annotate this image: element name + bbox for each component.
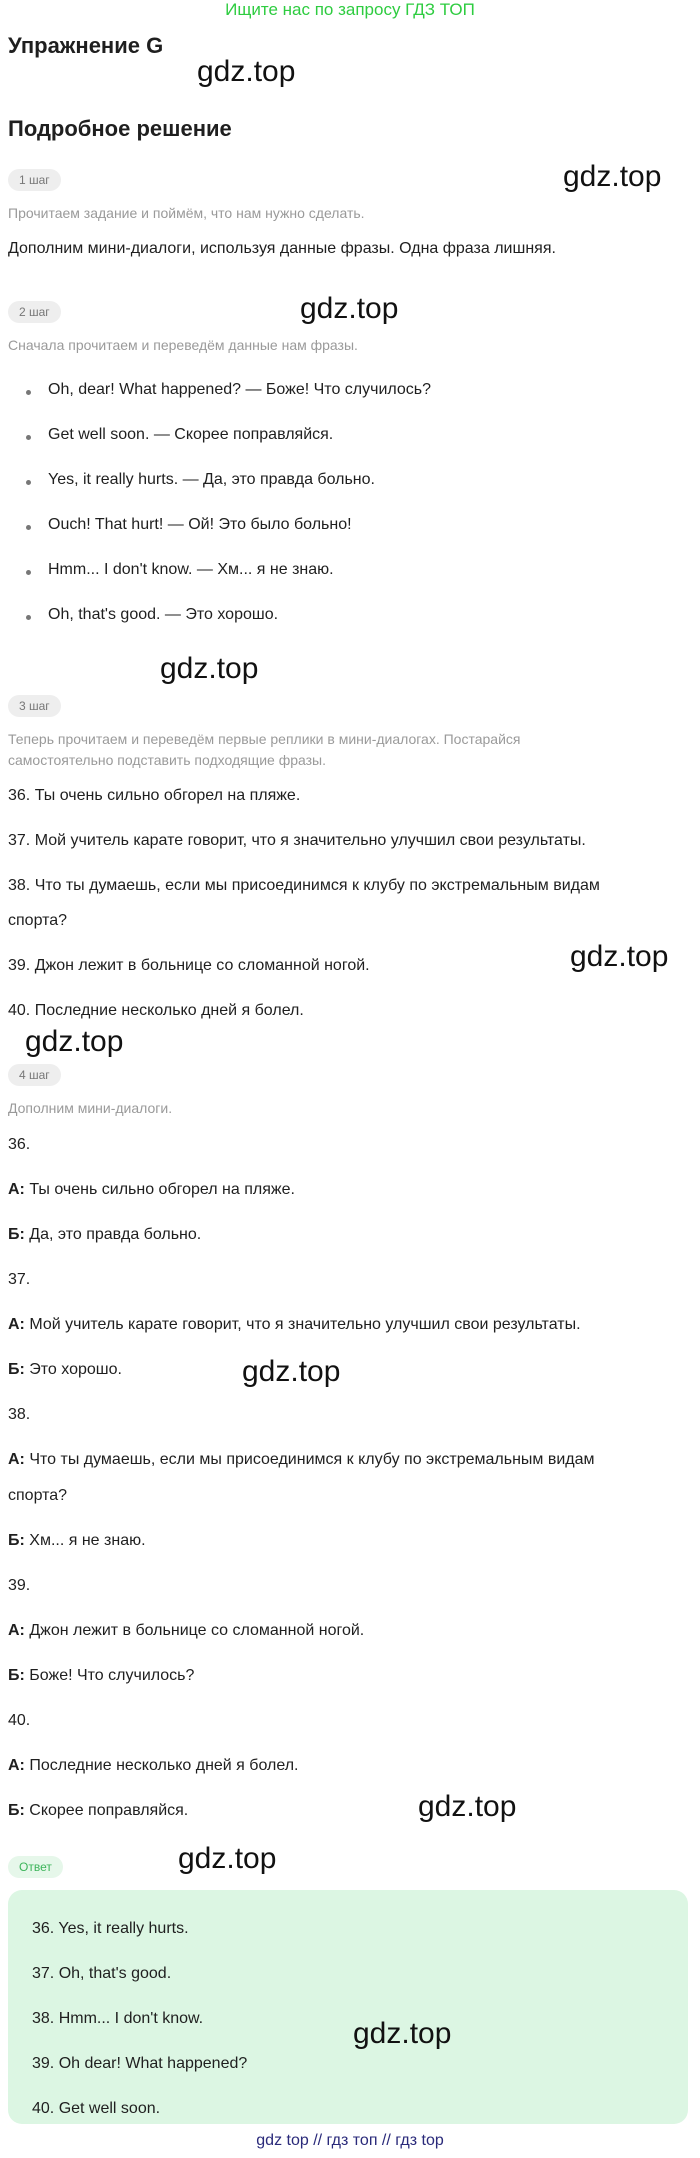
answer-item: 39. Oh dear! What happened?	[32, 2055, 248, 2072]
list-item: Oh, that's good. — Это хорошо.	[48, 606, 279, 623]
watermark: gdz.top	[353, 2017, 452, 2050]
bullet-icon	[26, 435, 31, 440]
dialog-text: Это хорошо.	[24, 1361, 122, 1378]
watermark: gdz.top	[160, 652, 259, 685]
dialog-line-b	[8, 1667, 194, 1685]
watermark: gdz.top	[242, 1355, 341, 1388]
dialog-line-b	[8, 1226, 201, 1244]
answer-item: 37. Oh, that's good.	[32, 1965, 172, 1982]
dialog-line-b	[8, 1361, 122, 1379]
step-hint-1: Прочитаем задание и поймём, что нам нужно сделать.	[8, 205, 365, 221]
list-item: Ouch! That hurt! — Ой! Это было больно!	[48, 516, 352, 533]
dialog-text: Хм... я не знаю.	[24, 1532, 146, 1549]
dialog-text: Что ты думаешь, если мы присоединимся к клубу по экстремальным видам	[24, 1451, 595, 1468]
first-line-38-cont: спорта?	[8, 912, 68, 929]
dialog-text: Боже! Что случилось?	[24, 1667, 195, 1684]
speaker-b-label: Б:	[8, 1802, 25, 1819]
speaker-b-label: Б:	[8, 1667, 25, 1684]
dialog-line-a-cont: спорта?	[8, 1487, 68, 1504]
speaker-a-label: А:	[8, 1451, 25, 1468]
dialog-line-a	[8, 1316, 581, 1334]
footer-links[interactable]: gdz top // гдз топ // гдз top	[256, 2132, 444, 2149]
first-line-38: 38. Что ты думаешь, если мы присоединимся к клубу по экстремальным видам	[8, 877, 600, 894]
step-hint-2: Сначала прочитаем и переведём данные нам фразы.	[8, 337, 358, 353]
dialog-text: Последние несколько дней я болел.	[24, 1757, 299, 1774]
bullet-icon	[26, 390, 31, 395]
list-item: Hmm... I don't know. — Хм... я не знаю.	[48, 561, 334, 578]
answer-item: 38. Hmm... I don't know.	[32, 2010, 204, 2027]
bullet-icon	[26, 525, 31, 530]
bullet-icon	[26, 615, 31, 620]
list-item: Get well soon. — Скорее поправляйся.	[48, 426, 334, 443]
list-item: Oh, dear! What happened? — Боже! Что случилось?	[48, 381, 432, 398]
first-line-36: 36. Ты очень сильно обгорел на пляже.	[8, 787, 301, 804]
dialog-line-b	[8, 1802, 188, 1820]
dialog-line-b	[8, 1532, 146, 1550]
dialog-line-a	[8, 1757, 298, 1775]
dialog-line-a	[8, 1451, 595, 1469]
dialog-number: 39.	[8, 1577, 31, 1594]
dialog-number: 36.	[8, 1136, 31, 1153]
watermark: gdz.top	[570, 940, 669, 973]
speaker-b-label: Б:	[8, 1532, 25, 1549]
step-1-text: Дополним мини-диалоги, используя данные фразы. Одна фраза лишняя.	[8, 240, 556, 257]
speaker-a-label: А:	[8, 1316, 25, 1333]
watermark: gdz.top	[25, 1025, 124, 1058]
speaker-b-label: Б:	[8, 1226, 25, 1243]
step-hint-3: Теперь прочитаем и переведём первые реплики в мини-диалогах. Постарайся	[8, 731, 521, 747]
first-line-37: 37. Мой учитель карате говорит, что я значительно улучшил свои результаты.	[8, 832, 586, 849]
first-line-39: 39. Джон лежит в больнице со сломанной ногой.	[8, 957, 370, 974]
section-title: Подробное решение	[8, 116, 232, 141]
speaker-a-label: А:	[8, 1181, 25, 1198]
dialog-number: 40.	[8, 1712, 31, 1729]
speaker-a-label: А:	[8, 1757, 25, 1774]
answer-badge: Ответ	[8, 1856, 63, 1878]
dialog-line-a	[8, 1181, 295, 1199]
speaker-a-label: А:	[8, 1622, 25, 1639]
list-item: Yes, it really hurts. — Да, это правда больно.	[48, 471, 375, 488]
dialog-line-a	[8, 1622, 364, 1640]
dialog-number: 38.	[8, 1406, 31, 1423]
step-badge-1: 1 шаг	[8, 169, 61, 191]
dialog-text: Джон лежит в больнице со сломанной ногой.	[24, 1622, 365, 1639]
step-badge-3: 3 шаг	[8, 695, 61, 717]
watermark: gdz.top	[178, 1842, 277, 1875]
speaker-b-label: Б:	[8, 1361, 25, 1378]
step-badge-2: 2 шаг	[8, 301, 61, 323]
watermark: gdz.top	[300, 292, 399, 325]
step-hint-3-cont: самостоятельно подставить подходящие фразы.	[8, 752, 327, 768]
first-line-40: 40. Последние несколько дней я болел.	[8, 1002, 304, 1019]
watermark: gdz.top	[563, 160, 662, 193]
watermark: gdz.top	[418, 1790, 517, 1823]
watermark: gdz.top	[197, 55, 296, 88]
answer-item: 40. Get well soon.	[32, 2100, 161, 2117]
step-hint-4: Дополним мини-диалоги.	[8, 1100, 173, 1116]
page-title: Упражнение G	[8, 33, 164, 58]
dialog-text: Да, это правда больно.	[24, 1226, 202, 1243]
bullet-icon	[26, 570, 31, 575]
dialog-number: 37.	[8, 1271, 31, 1288]
dialog-text: Скорее поправляйся.	[24, 1802, 189, 1819]
search-banner: Ищите нас по запросу ГДЗ ТОП	[225, 0, 475, 19]
step-badge-4: 4 шаг	[8, 1064, 61, 1086]
bullet-icon	[26, 480, 31, 485]
dialog-text: Ты очень сильно обгорел на пляже.	[24, 1181, 295, 1198]
dialog-text: Мой учитель карате говорит, что я значительно улучшил свои результаты.	[24, 1316, 581, 1333]
answer-item: 36. Yes, it really hurts.	[32, 1920, 189, 1937]
